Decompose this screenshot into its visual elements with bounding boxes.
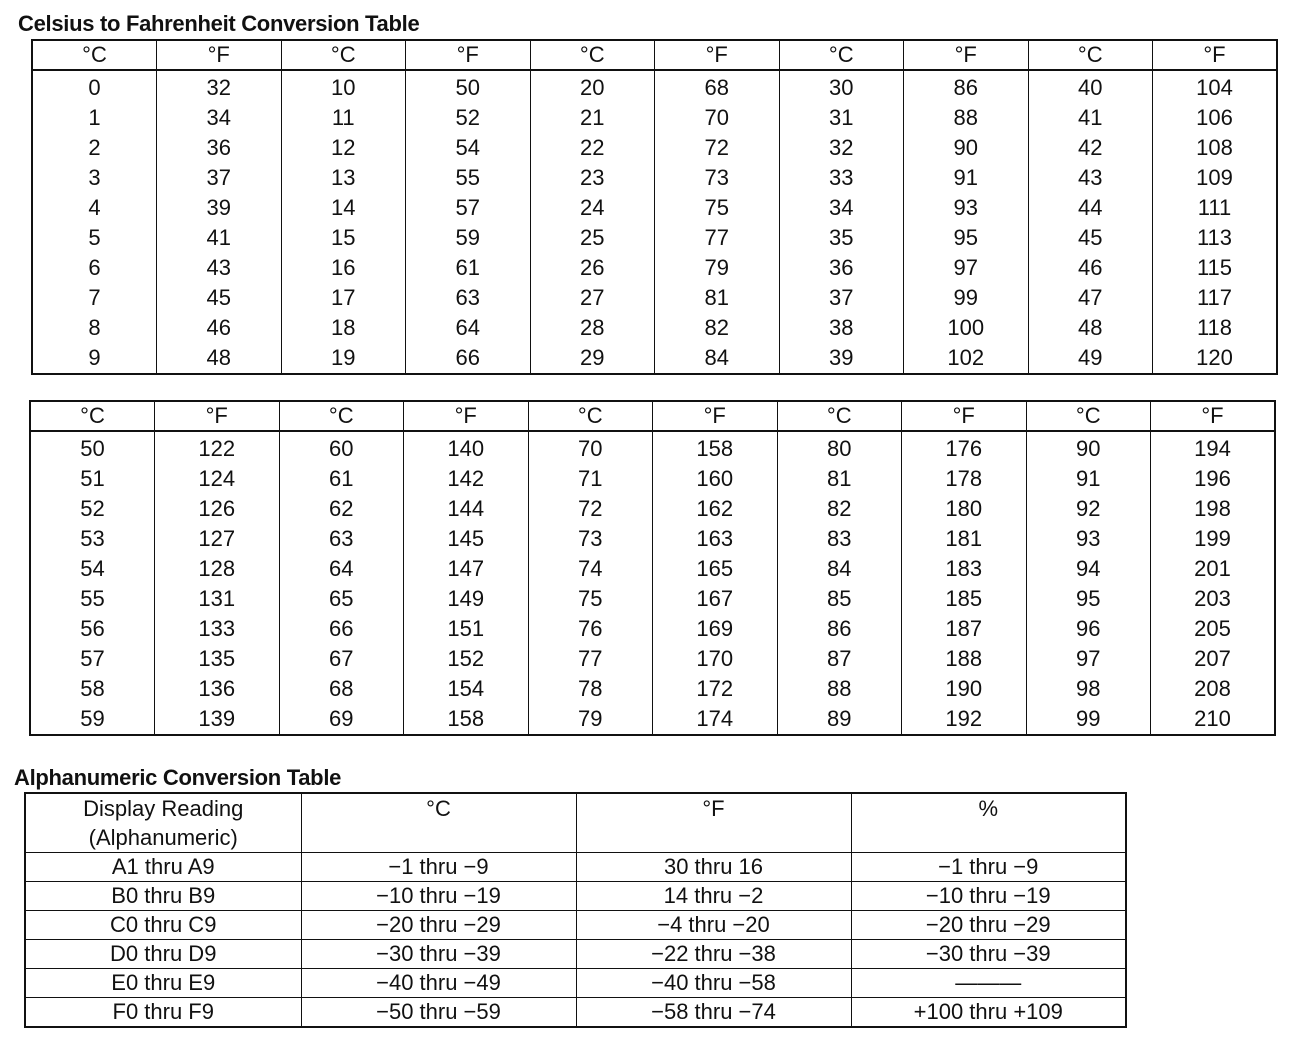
- table-cell: 90: [1026, 431, 1151, 464]
- header-celsius: °C: [528, 401, 653, 431]
- table-row: [25, 940, 1126, 969]
- table-cell: 198: [1151, 494, 1276, 524]
- table-cell: 180: [902, 494, 1027, 524]
- table-cell: 194: [1151, 431, 1276, 464]
- table-cell: 11: [281, 103, 406, 133]
- table-cell: 84: [655, 343, 780, 374]
- header-fahrenheit: °F: [902, 401, 1027, 431]
- header-row: [32, 40, 1277, 70]
- table-cell: 98: [1026, 674, 1151, 704]
- table-cell: 36: [779, 253, 904, 283]
- table-cell: 160: [653, 464, 778, 494]
- table-cell: 97: [1026, 644, 1151, 674]
- table-cell: −1 thru −9: [301, 853, 576, 882]
- table-cell: 17: [281, 283, 406, 313]
- table-cell: 93: [904, 193, 1029, 223]
- header-fahrenheit: °F: [576, 793, 851, 853]
- table-cell: 70: [528, 431, 653, 464]
- table-cell: 82: [777, 494, 902, 524]
- table-cell: 95: [1026, 584, 1151, 614]
- table-cell: 55: [406, 163, 531, 193]
- alphanumeric-table: [24, 792, 1127, 1028]
- table-cell: 43: [1028, 163, 1153, 193]
- table-cell: 97: [904, 253, 1029, 283]
- table-cell: 78: [528, 674, 653, 704]
- header-fahrenheit: °F: [155, 401, 280, 431]
- table-cell: 56: [80, 616, 105, 641]
- table-cell: 52: [80, 496, 105, 521]
- table-cell: 46: [157, 313, 282, 343]
- celsius-table-part1: [31, 39, 1278, 375]
- table-cell: 174: [653, 704, 778, 735]
- table-cell: 127: [155, 524, 280, 554]
- table-cell: 5: [88, 225, 101, 250]
- table-cell: 13: [281, 163, 406, 193]
- table-cell: 61: [279, 464, 404, 494]
- table-cell: 70: [655, 103, 780, 133]
- table-cell: 89: [777, 704, 902, 735]
- table-cell: 28: [530, 313, 655, 343]
- header-fahrenheit: °F: [653, 401, 778, 431]
- table-cell: 99: [1026, 704, 1151, 735]
- header-celsius: °C: [779, 40, 904, 70]
- table-cell: 92: [1026, 494, 1151, 524]
- table-cell: 4: [88, 195, 101, 220]
- header-fahrenheit: °F: [406, 40, 531, 70]
- table-row: [32, 103, 1277, 133]
- table-cell: 38: [779, 313, 904, 343]
- table-cell: 54: [406, 133, 531, 163]
- table-row: [32, 343, 1277, 374]
- header-display-line1: Display Reading: [83, 796, 244, 821]
- header-fahrenheit: °F: [404, 401, 529, 431]
- table-cell: 34: [157, 103, 282, 133]
- table-cell: 72: [655, 133, 780, 163]
- header-celsius: °C: [1028, 40, 1153, 70]
- table-cell: 45: [157, 283, 282, 313]
- table-cell: 12: [281, 133, 406, 163]
- table-cell: 80: [777, 431, 902, 464]
- table-cell: 91: [904, 163, 1029, 193]
- table-cell: 48: [1028, 313, 1153, 343]
- table-cell: 71: [528, 464, 653, 494]
- header-fahrenheit: °F: [157, 40, 282, 70]
- table-row: [32, 193, 1277, 223]
- table-cell: −4 thru −20: [576, 911, 851, 940]
- table-cell: 29: [530, 343, 655, 374]
- table-cell: 88: [777, 674, 902, 704]
- celsius-table-title: Celsius to Fahrenheit Conversion Table: [18, 11, 420, 36]
- table-cell: 170: [653, 644, 778, 674]
- table-cell: 41: [157, 223, 282, 253]
- table-cell: 77: [528, 644, 653, 674]
- table-cell: 167: [653, 584, 778, 614]
- table-cell: 57: [406, 193, 531, 223]
- table-cell: 50: [406, 70, 531, 103]
- header-fahrenheit: °F: [904, 40, 1029, 70]
- header-fahrenheit: °F: [1153, 40, 1278, 70]
- table-cell: 158: [653, 431, 778, 464]
- table-cell: 14: [281, 193, 406, 223]
- table-cell: 59: [80, 706, 105, 731]
- table-cell: 66: [279, 614, 404, 644]
- table-cell: 73: [655, 163, 780, 193]
- table-cell: D0 thru D9: [25, 940, 301, 969]
- table-cell: 3: [88, 165, 101, 190]
- table-row: [30, 674, 1275, 704]
- table-row: [30, 464, 1275, 494]
- table-row: [32, 163, 1277, 193]
- table-cell: 22: [530, 133, 655, 163]
- table-row: [32, 283, 1277, 313]
- table-cell: 176: [902, 431, 1027, 464]
- table-cell: 188: [902, 644, 1027, 674]
- table-cell: 187: [902, 614, 1027, 644]
- table-cell: 83: [777, 524, 902, 554]
- table-row: [25, 853, 1126, 882]
- table-row: [25, 969, 1126, 998]
- table-cell: +100 thru +109: [851, 998, 1126, 1028]
- table-cell: C0 thru C9: [25, 911, 301, 940]
- header-celsius: °C: [777, 401, 902, 431]
- table-cell: 60: [279, 431, 404, 464]
- table-cell: 131: [155, 584, 280, 614]
- table-cell: 163: [653, 524, 778, 554]
- table-cell: 58: [80, 676, 105, 701]
- table-cell: 24: [530, 193, 655, 223]
- table-cell: −1 thru −9: [851, 853, 1126, 882]
- table-cell: 115: [1153, 253, 1278, 283]
- table-cell: 53: [80, 526, 105, 551]
- table-cell: 20: [530, 70, 655, 103]
- table-cell: 52: [406, 103, 531, 133]
- table-cell: 196: [1151, 464, 1276, 494]
- table-cell: 72: [528, 494, 653, 524]
- table-cell: 59: [406, 223, 531, 253]
- table-cell: 79: [528, 704, 653, 735]
- table-cell: 7: [88, 285, 101, 310]
- table-cell: 183: [902, 554, 1027, 584]
- table-cell: 76: [528, 614, 653, 644]
- table-cell: 64: [279, 554, 404, 584]
- table-cell: 75: [655, 193, 780, 223]
- table-cell: 49: [1028, 343, 1153, 374]
- header-celsius: °C: [1026, 401, 1151, 431]
- table-cell: 106: [1153, 103, 1278, 133]
- table-cell: 68: [279, 674, 404, 704]
- table-cell: 18: [281, 313, 406, 343]
- table-cell: 31: [779, 103, 904, 133]
- table-row: [30, 614, 1275, 644]
- table-cell: 145: [404, 524, 529, 554]
- table-cell: 109: [1153, 163, 1278, 193]
- table-cell: 74: [528, 554, 653, 584]
- table-cell: 32: [157, 70, 282, 103]
- table-cell: 82: [655, 313, 780, 343]
- table-cell: B0 thru B9: [25, 882, 301, 911]
- table-row: [25, 882, 1126, 911]
- table-cell: 47: [1028, 283, 1153, 313]
- table-cell: ———: [851, 969, 1126, 998]
- table-cell: 199: [1151, 524, 1276, 554]
- table-row: [30, 554, 1275, 584]
- table-cell: 62: [279, 494, 404, 524]
- table-cell: 192: [902, 704, 1027, 735]
- table-cell: 30: [779, 70, 904, 103]
- table-cell: 144: [404, 494, 529, 524]
- table-cell: 75: [528, 584, 653, 614]
- table-cell: 57: [80, 646, 105, 671]
- table-cell: −20 thru −29: [301, 911, 576, 940]
- table-cell: 40: [1028, 70, 1153, 103]
- header-celsius: °C: [279, 401, 404, 431]
- table-cell: 81: [777, 464, 902, 494]
- table-cell: 1: [88, 105, 101, 130]
- table-cell: 63: [406, 283, 531, 313]
- header-fahrenheit: °F: [1151, 401, 1276, 431]
- table-cell: −40 thru −58: [576, 969, 851, 998]
- table-cell: 108: [1153, 133, 1278, 163]
- table-cell: 158: [404, 704, 529, 735]
- table-cell: 117: [1153, 283, 1278, 313]
- table-cell: 9: [88, 345, 101, 370]
- table-cell: −10 thru −19: [301, 882, 576, 911]
- table-cell: 44: [1028, 193, 1153, 223]
- table-cell: 95: [904, 223, 1029, 253]
- table-cell: 122: [155, 431, 280, 464]
- table-cell: 61: [406, 253, 531, 283]
- table-cell: 84: [777, 554, 902, 584]
- table-row: [30, 431, 1275, 464]
- table-cell: 14 thru −2: [576, 882, 851, 911]
- table-cell: 169: [653, 614, 778, 644]
- table-cell: E0 thru E9: [25, 969, 301, 998]
- table-cell: 185: [902, 584, 1027, 614]
- table-cell: 165: [653, 554, 778, 584]
- table-cell: 26: [530, 253, 655, 283]
- table-cell: 149: [404, 584, 529, 614]
- table-cell: 21: [530, 103, 655, 133]
- table-cell: 27: [530, 283, 655, 313]
- table-cell: −30 thru −39: [301, 940, 576, 969]
- table-cell: 96: [1026, 614, 1151, 644]
- table-cell: 66: [406, 343, 531, 374]
- table-cell: 37: [157, 163, 282, 193]
- table-cell: 152: [404, 644, 529, 674]
- table-cell: 6: [88, 255, 101, 280]
- header-display-reading: [25, 793, 301, 853]
- table-cell: 67: [279, 644, 404, 674]
- table-cell: 151: [404, 614, 529, 644]
- table-cell: 154: [404, 674, 529, 704]
- table-cell: 88: [904, 103, 1029, 133]
- table-cell: 133: [155, 614, 280, 644]
- table-cell: 203: [1151, 584, 1276, 614]
- table-cell: 147: [404, 554, 529, 584]
- header-celsius: °C: [301, 793, 576, 853]
- table-cell: 124: [155, 464, 280, 494]
- table-cell: 111: [1153, 193, 1278, 223]
- table-cell: 86: [904, 70, 1029, 103]
- table-cell: 118: [1153, 313, 1278, 343]
- table-cell: 37: [779, 283, 904, 313]
- table-cell: 73: [528, 524, 653, 554]
- header-row: [25, 793, 1126, 853]
- table-cell: −10 thru −19: [851, 882, 1126, 911]
- celsius-table-part2: [29, 400, 1276, 736]
- table-row: [30, 584, 1275, 614]
- header-fahrenheit: °F: [655, 40, 780, 70]
- table-cell: 48: [157, 343, 282, 374]
- table-row: [32, 253, 1277, 283]
- header-celsius: °C: [32, 40, 157, 70]
- table-cell: 42: [1028, 133, 1153, 163]
- table-row: [30, 704, 1275, 735]
- table-row: [32, 70, 1277, 103]
- table-cell: 91: [1026, 464, 1151, 494]
- table-cell: 43: [157, 253, 282, 283]
- table-cell: 34: [779, 193, 904, 223]
- table-cell: 113: [1153, 223, 1278, 253]
- table-cell: 69: [279, 704, 404, 735]
- table-cell: 65: [279, 584, 404, 614]
- table-row: [30, 644, 1275, 674]
- table-cell: 30 thru 16: [576, 853, 851, 882]
- header-celsius: °C: [530, 40, 655, 70]
- table-cell: 181: [902, 524, 1027, 554]
- table-cell: 208: [1151, 674, 1276, 704]
- table-cell: −58 thru −74: [576, 998, 851, 1028]
- table-cell: 90: [904, 133, 1029, 163]
- alphanumeric-table-title: Alphanumeric Conversion Table: [14, 765, 342, 790]
- table-cell: 39: [157, 193, 282, 223]
- table-cell: 93: [1026, 524, 1151, 554]
- table-cell: 39: [779, 343, 904, 374]
- table-cell: 64: [406, 313, 531, 343]
- table-cell: 190: [902, 674, 1027, 704]
- table-cell: 23: [530, 163, 655, 193]
- table-cell: −40 thru −49: [301, 969, 576, 998]
- table-cell: 100: [904, 313, 1029, 343]
- table-cell: 135: [155, 644, 280, 674]
- table-cell: 63: [279, 524, 404, 554]
- header-display-line2: (Alphanumeric): [88, 825, 238, 850]
- table-cell: 19: [281, 343, 406, 374]
- table-cell: F0 thru F9: [25, 998, 301, 1028]
- header-celsius: °C: [281, 40, 406, 70]
- table-cell: 99: [904, 283, 1029, 313]
- table-cell: 15: [281, 223, 406, 253]
- table-cell: 140: [404, 431, 529, 464]
- table-cell: 33: [779, 163, 904, 193]
- table-row: [25, 998, 1126, 1028]
- table-row: [32, 223, 1277, 253]
- header-celsius: °C: [30, 401, 155, 431]
- table-cell: A1 thru A9: [25, 853, 301, 882]
- table-row: [30, 524, 1275, 554]
- header-row: [30, 401, 1275, 431]
- table-cell: 201: [1151, 554, 1276, 584]
- table-cell: 32: [779, 133, 904, 163]
- table-cell: 139: [155, 704, 280, 735]
- table-cell: 94: [1026, 554, 1151, 584]
- table-cell: 36: [157, 133, 282, 163]
- table-row: [30, 494, 1275, 524]
- table-cell: 120: [1153, 343, 1278, 374]
- table-row: [32, 313, 1277, 343]
- table-cell: 85: [777, 584, 902, 614]
- table-cell: 86: [777, 614, 902, 644]
- table-cell: 55: [80, 586, 105, 611]
- table-cell: 0: [88, 75, 101, 100]
- table-cell: 126: [155, 494, 280, 524]
- table-cell: 87: [777, 644, 902, 674]
- table-cell: 207: [1151, 644, 1276, 674]
- table-cell: 54: [80, 556, 105, 581]
- table-row: [25, 911, 1126, 940]
- table-cell: 10: [281, 70, 406, 103]
- table-cell: 35: [779, 223, 904, 253]
- table-cell: 136: [155, 674, 280, 704]
- table-cell: 41: [1028, 103, 1153, 133]
- table-cell: −22 thru −38: [576, 940, 851, 969]
- table-cell: 104: [1153, 70, 1278, 103]
- table-cell: 128: [155, 554, 280, 584]
- table-cell: 77: [655, 223, 780, 253]
- table-cell: 81: [655, 283, 780, 313]
- table-cell: 68: [655, 70, 780, 103]
- table-cell: 178: [902, 464, 1027, 494]
- table-cell: 45: [1028, 223, 1153, 253]
- table-cell: −50 thru −59: [301, 998, 576, 1028]
- table-cell: 79: [655, 253, 780, 283]
- table-cell: 172: [653, 674, 778, 704]
- table-cell: 210: [1151, 704, 1276, 735]
- table-cell: 51: [80, 466, 105, 491]
- table-cell: 8: [88, 315, 101, 340]
- table-cell: 142: [404, 464, 529, 494]
- header-percent: %: [851, 793, 1126, 853]
- table-cell: 205: [1151, 614, 1276, 644]
- table-cell: −20 thru −29: [851, 911, 1126, 940]
- table-row: [32, 133, 1277, 163]
- table-cell: 162: [653, 494, 778, 524]
- table-cell: 46: [1028, 253, 1153, 283]
- table-cell: 102: [904, 343, 1029, 374]
- table-cell: 16: [281, 253, 406, 283]
- table-cell: 2: [88, 135, 101, 160]
- table-cell: −30 thru −39: [851, 940, 1126, 969]
- table-cell: 25: [530, 223, 655, 253]
- table-cell: 50: [80, 436, 105, 461]
